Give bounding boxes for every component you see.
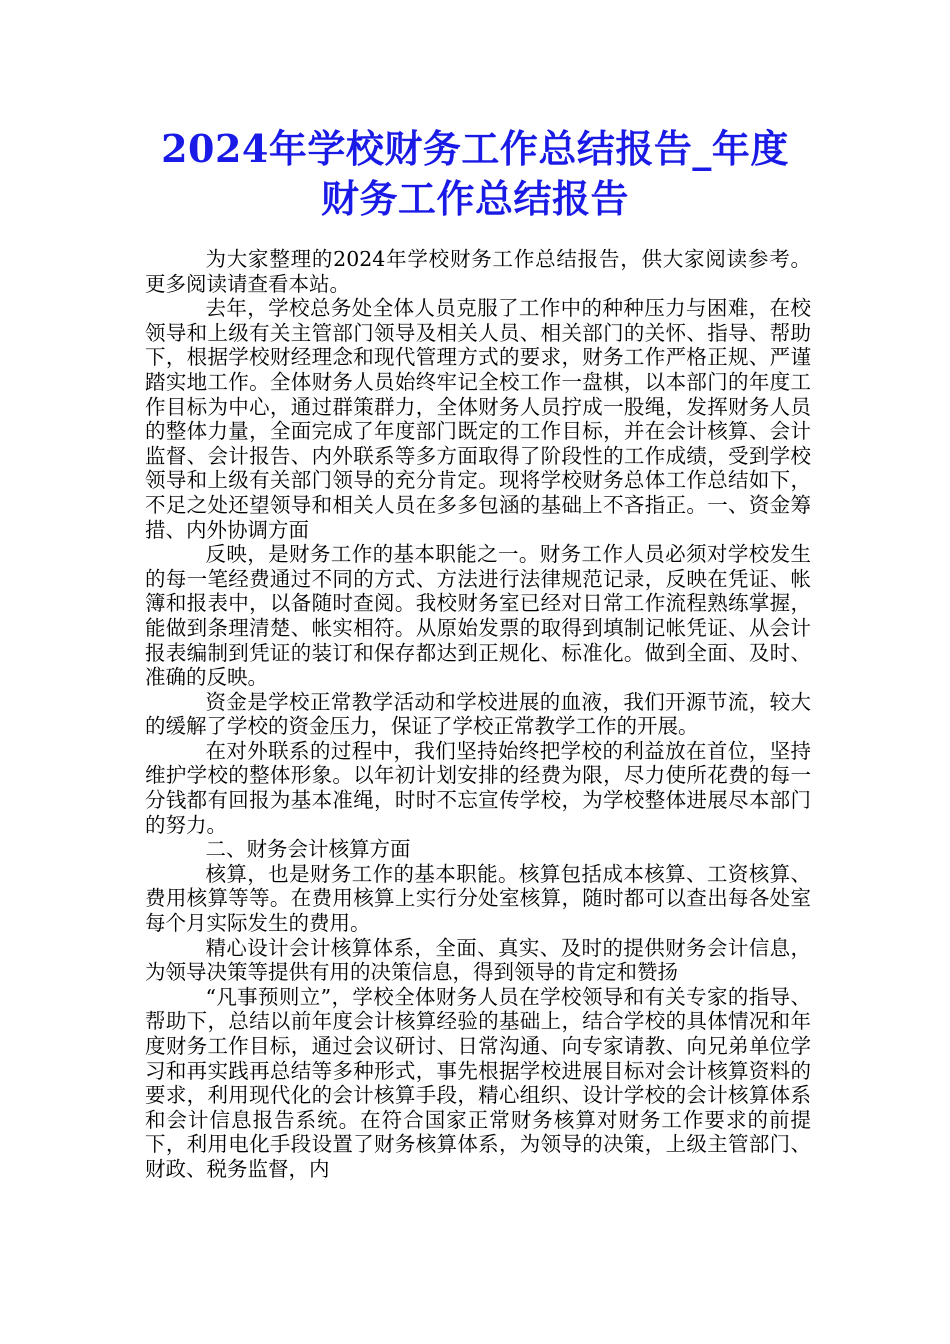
title-line-2: 财务工作总结报告 [320, 176, 629, 221]
paragraph-overview: 去年，学校总务处全体人员克服了工作中的种种压力与困难，在校领导和上级有关主管部门领导及相关人员、相关部门的关怀、指导、帮助下，根据学校财经理念和现代管理方式的要求，财务工作严格正规、严谨踏实地工作。全体财务人员始终牢记全校工作一盘棋，以本部门的年度工作目标为中心，通过群策群力，全体财务人员拧成一股绳，发挥财务人员的整体力量，全面完成了年度部门既定的工作目标，并在会计核算、会计监督、会计报告、内外联系等多方面取得了阶段性的工作成绩，受到学校领导和上级有关部门领导的充分肯定。现将学校财务总体工作总结如下，不足之处还望领导和相关人员在多多包涵的基础上不吝指正。一、资金筹措、内外协调方面 [145, 296, 811, 542]
title-line-1: 2024年学校财务工作总结报告_年度 [161, 126, 789, 171]
paragraph-intro: 为大家整理的2024年学校财务工作总结报告，供大家阅读参考。更多阅读请查看本站。 [145, 247, 811, 296]
paragraph-accounting-system: 精心设计会计核算体系，全面、真实、及时的提供财务会计信息，为领导决策等提供有用的决策信息，得到领导的肯定和赞扬 [145, 935, 811, 985]
paragraph-external-relations: 在对外联系的过程中，我们坚持始终把学校的利益放在首位，坚持维护学校的整体形象。以年初计划安排的经费为限，尽力使所花费的每一分钱都有回报为基本准绳，时时不忘宣传学校，为学校整体进展尽本部门的努力。 [145, 738, 811, 837]
paragraph-reflection: 反映，是财务工作的基本职能之一。财务工作人员必须对学校发生的每一笔经费通过不同的方式、方法进行法律规范记录，反映在凭证、帐簿和报表中，以备随时查阅。我校财务室已经对日常工作流程熟练掌握，能做到条理清楚、帐实相符。从原始发票的取得到填制记帐凭证、从会计报表编制到凭证的装订和保存都达到正规化、标准化。做到全面、及时、准确的反映。 [145, 542, 811, 690]
section-heading-accounting: 二、财务会计核算方面 [205, 837, 411, 862]
paragraph-funds: 资金是学校正常教学活动和学校进展的血液，我们开源节流，较大的缓解了学校的资金压力，保证了学校正常教学工作的开展。 [145, 689, 811, 739]
paragraph-planning: “凡事预则立”，学校全体财务人员在学校领导和有关专家的指导、帮助下，总结以前年度会计核算经验的基础上，结合学校的具体情况和年度财务工作目标，通过会议研讨、日常沟通、向专家请教、向兄弟单位学习和再实践再总结等多种形式，事先根据学校进展目标对会计核算资料的要求，利用现代化的会计核算手段，精心组织、设计学校的会计核算体系和会计信息报告系统。在符合国家正常财务核算对财务工作要求的前提下，利用电化手段设置了财务核算体系，为领导的决策，上级主管部门、财政、税务监督，内 [145, 984, 811, 1181]
document-title [120, 124, 830, 224]
paragraph-accounting: 核算，也是财务工作的基本职能。核算包括成本核算、工资核算、费用核算等等。在费用核算上实行分处室核算，随时都可以查出每各处室每个月实际发生的费用。 [145, 861, 811, 936]
document-body [145, 247, 811, 1182]
